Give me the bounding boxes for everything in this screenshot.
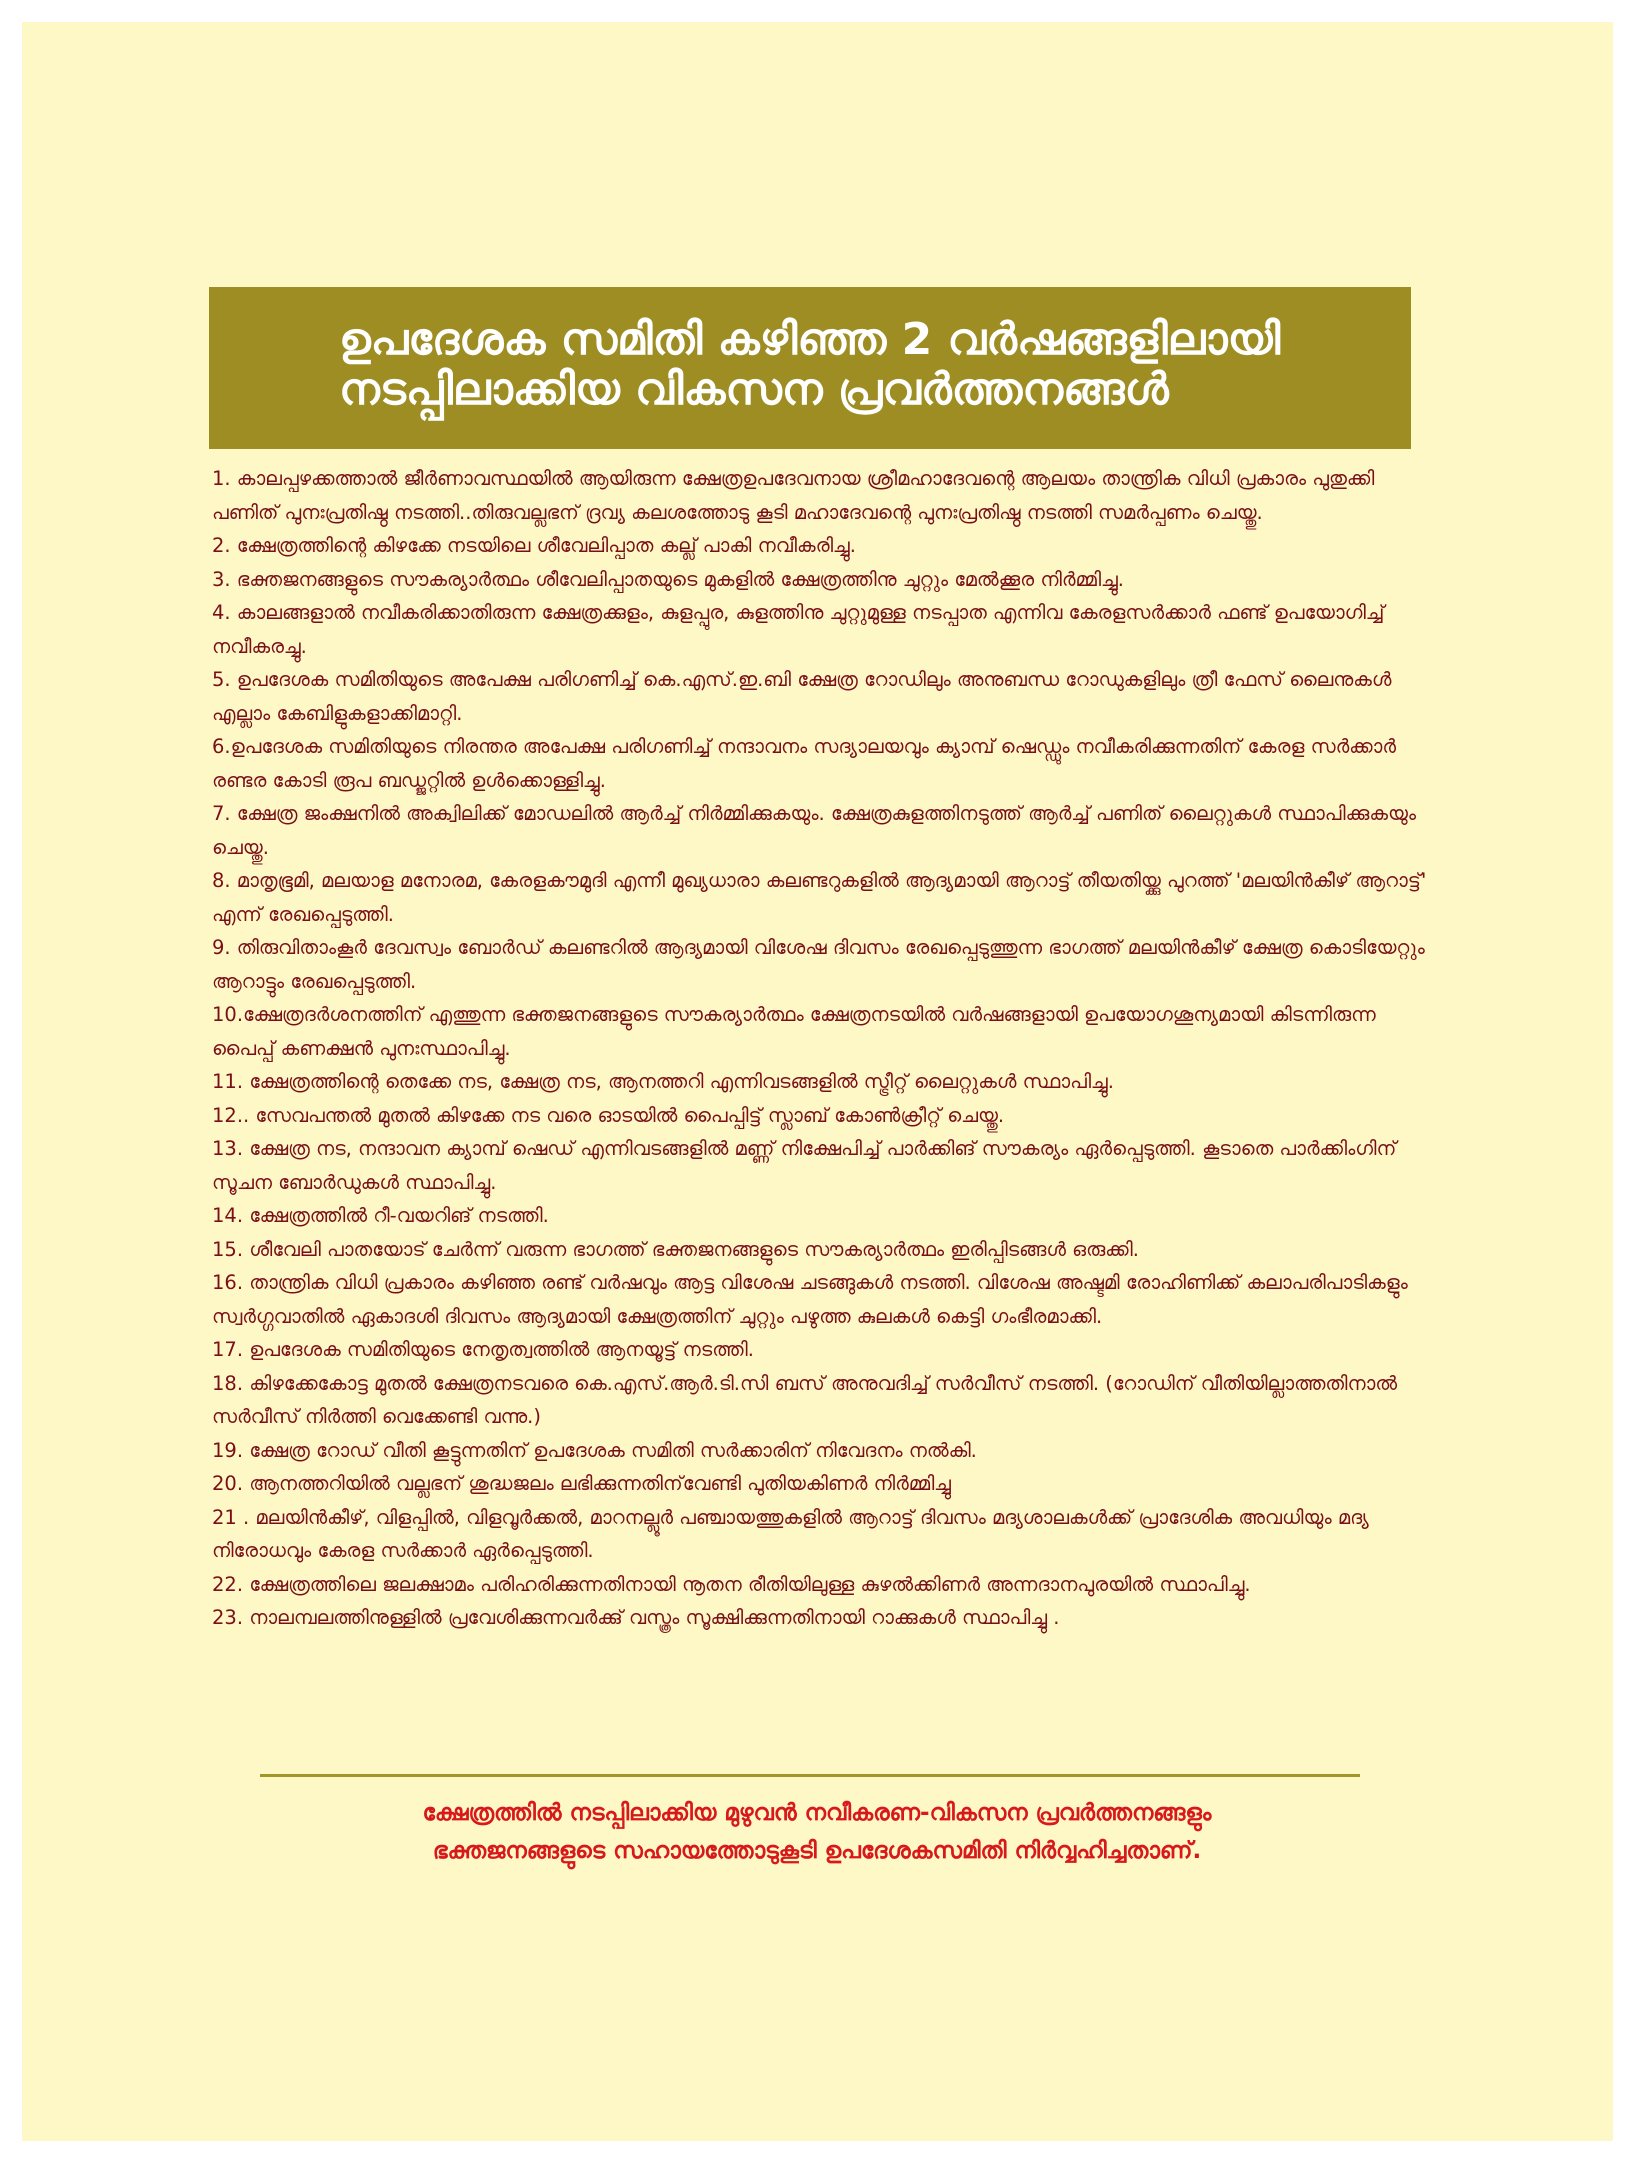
list-item: 3. ഭക്തജനങ്ങളുടെ സൗകര്യാർത്ഥം ശീവേലിപ്പാതയുടെ മുകളിൽ ക്ഷേത്രത്തിനു ചുറ്റും മേൽക്കൂര നിർമ്മിച്ചു. xyxy=(212,567,1124,591)
list-item: 2. ക്ഷേത്രത്തിന്റെ കിഴക്കേ നടയിലെ ശീവേലിപ്പാത കല്ല് പാകി നവീകരിച്ചു. xyxy=(212,534,856,557)
list-item: 10.ക്ഷേത്രദർശനത്തിന് എത്തുന്ന ഭക്തജനങ്ങളുടെ സൗകര്യാർത്ഥം ക്ഷേത്രനടയിൽ വർഷങ്ങളായി ഉപയോഗശൂന്യമായി കിടന്നിരുന്ന പൈപ്പ് കണക്ഷൻ പുനഃസ്ഥാപിച്ചു. xyxy=(212,1003,1376,1060)
page xyxy=(22,22,1613,2141)
page-title-line-1: ഉപദേശക സമിതി കഴിഞ്ഞ 2 വർഷങ്ങളിലായി xyxy=(339,314,1281,365)
list-item: 14. ക്ഷേത്രത്തിൽ റീ-വയറിങ് നടത്തി. xyxy=(212,1204,549,1227)
list-item: 9. തിരുവിതാംകൂർ ദേവസ്വം ബോർഡ് കലണ്ടറിൽ ആദ്യമായി വിശേഷ ദിവസം രേഖപ്പെടുത്തുന്ന ഭാഗത്ത് മലയിൻകീഴ് ക്ഷേത്ര കൊടിയേറ്റും ആറാട്ടും രേഖപ്പെടുത്തി. xyxy=(212,936,1425,993)
list-item: 1. കാലപ്പഴക്കത്താൽ ജീർണാവസ്ഥയിൽ ആയിരുന്ന ക്ഷേത്രഉപദേവനായ ശ്രീമഹാദേവന്റെ ആലയം താന്ത്രിക വിധി പ്രകാരം പുതുക്കി പണിത് പുനഃപ്രതിഷ്ഠ നടത്തി..തിരുവല്ലഭന് ദ്രവ്യ കലശത്തോടു കൂടി മഹാദേവന്റെ പുനഃപ്രതിഷ്ഠ നടത്തി സമർപ്പണം ചെയ്തു. xyxy=(212,467,1375,524)
list-item: 8. മാതൃഭൂമി, മലയാള മനോരമ, കേരളകൗമുദി എന്നീ മുഖ്യധാരാ കലണ്ടറുകളിൽ ആദ്യമായി ആറാട്ട് തീയതിയ്ക്കു പുറത്ത് 'മലയിൻകീഴ് ആറാട്ട്' എന്ന് രേഖപ്പെടുത്തി. xyxy=(212,869,1427,926)
list-item: 21 . മലയിൻകീഴ്, വിളപ്പിൽ, വിളവൂർക്കൽ, മാറനല്ലൂർ പഞ്ചായത്തുകളിൽ ആറാട്ട് ദിവസം മദ്യശാലകൾക്ക് പ്രാദേശിക അവധിയും മദ്യ നിരോധവും കേരള സർക്കാർ ഏർപ്പെടുത്തി. xyxy=(212,1505,1369,1562)
list-item: 22. ക്ഷേത്രത്തിലെ ജലക്ഷാമം പരിഹരിക്കുന്നതിനായി നൂതന രീതിയിലുള്ള കുഴൽക്കിണർ അന്നദാനപുരയിൽ സ്ഥാപിച്ചു. xyxy=(212,1572,1251,1596)
list-item: 18. കിഴക്കേകോട്ട മുതൽ ക്ഷേത്രനടവരെ കെ.എസ്.ആർ.ടി.സി ബസ് അനുവദിച്ച് സർവീസ് നടത്തി. (റോഡിന് വീതിയില്ലാത്തതിനാൽ സർവീസ് നിർത്തി വെക്കേണ്ടി വന്നു.) xyxy=(212,1371,1398,1428)
list-item: 6.ഉപദേശക സമിതിയുടെ നിരന്തര അപേക്ഷ പരിഗണിച്ച് നന്ദാവനം സദ്യാലയവും ക്യാമ്പ് ഷെഡ്ഡും നവീകരിക്കുന്നതിന് കേരള സർക്കാർ രണ്ടര കോടി രൂപ ബഡ്ജറ്റിൽ ഉൾക്കൊള്ളിച്ചു. xyxy=(212,735,1397,792)
list-item: 17. ഉപദേശക സമിതിയുടെ നേതൃത്വത്തിൽ ആനയൂട്ട് നടത്തി. xyxy=(212,1338,754,1361)
list-item: 19. ക്ഷേത്ര റോഡ് വീതി കൂട്ടുന്നതിന് ഉപദേശക സമിതി സർക്കാരിന് നിവേദനം നൽകി. xyxy=(212,1438,977,1462)
development-works-list xyxy=(212,462,1442,1635)
list-item: 4. കാലങ്ങളാൽ നവീകരിക്കാതിരുന്ന ക്ഷേത്രക്കുളം, കുളപ്പുര, കുളത്തിനു ചുറ്റുമുള്ള നടപ്പാത എന്നിവ കേരളസർക്കാർ ഫണ്ട് ഉപയോഗിച്ച് നവീകരച്ചു. xyxy=(212,601,1385,658)
list-item: 7. ക്ഷേത്ര ജംക്ഷനിൽ അക്വിലിക്ക് മോഡലിൽ ആർച്ച് നിർമ്മിക്കുകയും. ക്ഷേത്രകുളത്തിനടുത്ത് ആർച്ച് പണിത് ലൈറ്റുകൾ സ്ഥാപിക്കുകയും ചെയ്തു. xyxy=(212,802,1417,859)
list-item: 20. ആനത്തറിയിൽ വല്ലഭന് ശുദ്ധജലം ലഭിക്കുന്നതിന്‌വേണ്ടി പുതിയകിണർ നിർമ്മിച്ചു xyxy=(212,1472,951,1495)
footer-note xyxy=(202,1794,1432,1870)
list-item: 11. ക്ഷേത്രത്തിന്റെ തെക്കേ നട, ക്ഷേത്ര നട, ആനത്തറി എന്നിവടങ്ങളിൽ സ്ട്രീറ്റ് ലൈറ്റുകൾ സ്ഥാപിച്ചു. xyxy=(212,1070,1114,1093)
footer-line-1: ക്ഷേത്രത്തിൽ നടപ്പിലാക്കിയ മുഴുവൻ നവീകരണ-വികസന പ്രവർത്തനങ്ങളും xyxy=(422,1800,1212,1826)
list-item: 13. ക്ഷേത്ര നട, നന്ദാവന ക്യാമ്പ് ഷെഡ് എന്നിവടങ്ങളിൽ മണ്ണ് നിക്ഷേപിച്ച് പാർക്കിങ് സൗകര്യം ഏർപ്പെടുത്തി. കൂടാതെ പാർക്കിംഗിന് സൂചന ബോർഡുകൾ സ്ഥാപിച്ചു. xyxy=(212,1137,1397,1194)
list-item: 23. നാലമ്പലത്തിനുള്ളിൽ പ്രവേശിക്കുന്നവർക്കു് വസ്ത്രം സൂക്ഷിക്കുന്നതിനായി റാക്കുകൾ സ്ഥാപിച്ചു . xyxy=(212,1606,1060,1629)
list-item: 15. ശീവേലി പാതയോട് ചേർന്ന് വരുന്ന ഭാഗത്ത് ഭക്തജനങ്ങളുടെ സൗകര്യാർത്ഥം ഇരിപ്പിടങ്ങൾ ഒരുക്കി. xyxy=(212,1237,1139,1261)
list-item: 5. ഉപദേശക സമിതിയുടെ അപേക്ഷ പരിഗണിച്ച് കെ.എസ്.ഇ.ബി ക്ഷേത്ര റോഡിലും അനുബന്ധ റോഡുകളിലും ത്രീ ഫേസ് ലൈനുകൾ എല്ലാം കേബിളുകളാക്കിമാറ്റി. xyxy=(212,668,1392,725)
page-title-line-2: നടപ്പിലാക്കിയ വികസന പ്രവർത്തനങ്ങൾ xyxy=(339,364,1169,415)
divider xyxy=(260,1774,1360,1777)
title-banner xyxy=(209,287,1411,449)
list-item: 12.. സേവപന്തൽ മുതൽ കിഴക്കേ നട വരെ ഓടയിൽ പൈപ്പിട്ട് സ്ലാബ് കോൺക്രീറ്റ് ചെയ്തു. xyxy=(212,1103,1005,1127)
footer-line-2: ഭക്തജനങ്ങളുടെ സഹായത്തോടുകൂടി ഉപദേശകസമിതി നിർവ്വഹിച്ചതാണ്. xyxy=(432,1838,1202,1864)
list-item: 16. താന്ത്രിക വിധി പ്രകാരം കഴിഞ്ഞ രണ്ട് വർഷവും ആട്ട വിശേഷ ചടങ്ങുകൾ നടത്തി. വിശേഷ അഷ്ടമി രോഹിണിക്ക് കലാപരിപാടികളും സ്വർഗ്ഗവാതിൽ ഏകാദശി ദിവസം ആദ്യമായി ക്ഷേത്രത്തിന് ചുറ്റും പഴുത്ത കുലകൾ കെട്ടി ഗംഭീരമാക്കി. xyxy=(212,1271,1408,1328)
